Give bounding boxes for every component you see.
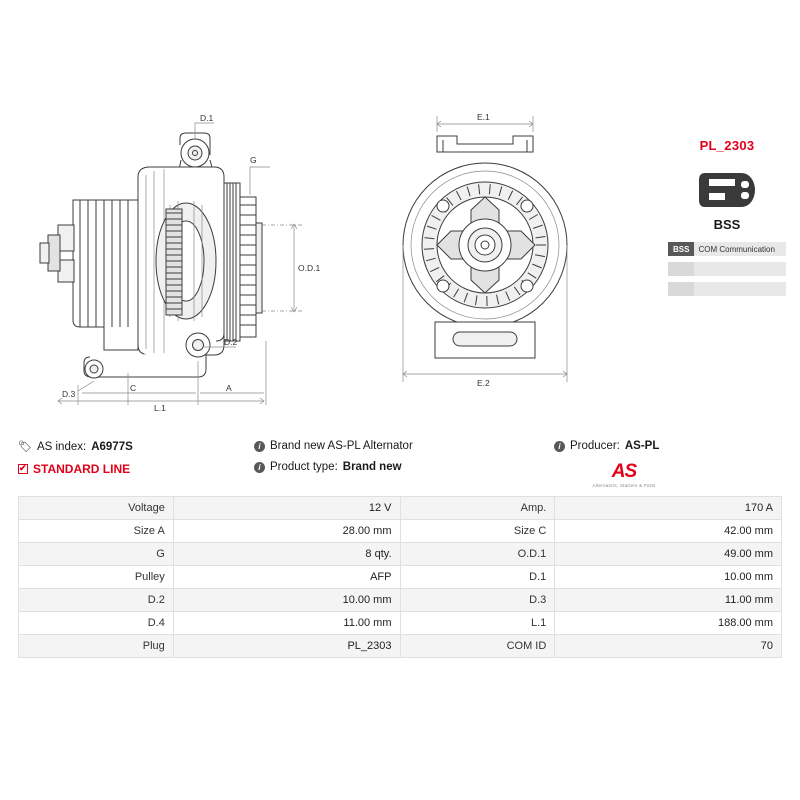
svg-text:D.1: D.1 [200, 113, 214, 123]
standard-line-label: STANDARD LINE [33, 462, 131, 476]
com-key: BSS [668, 242, 694, 256]
spec-value: 28.00 mm [173, 520, 400, 543]
com-key-placeholder [668, 282, 694, 296]
check-icon [18, 464, 28, 474]
product-type-label: Product type: [270, 461, 338, 473]
com-row-placeholder-2 [668, 282, 786, 296]
com-value-placeholder [694, 282, 786, 296]
spec-value: 12 V [173, 497, 400, 520]
spec-key: Pulley [19, 566, 174, 589]
plug-name: BSS [713, 217, 741, 232]
spec-value: 8 qty. [173, 543, 400, 566]
spec-key: D.2 [19, 589, 174, 612]
specifications-table [18, 496, 782, 658]
table-row [19, 566, 782, 589]
spec-key: Size A [19, 520, 174, 543]
aspl-logo-subtitle: Alternators, Starters & Parts [592, 483, 656, 488]
svg-text:A: A [226, 383, 232, 393]
spec-value: 70 [555, 635, 782, 658]
description-line [254, 440, 413, 452]
producer-line [554, 440, 659, 452]
spec-key: Amp. [400, 497, 555, 520]
info-column-left [18, 440, 133, 476]
spec-key: D.4 [19, 612, 174, 635]
as-index-value: A6977S [91, 440, 133, 453]
table-row [19, 635, 782, 658]
table-row [19, 612, 782, 635]
plug-code: PL_2303 [699, 138, 755, 153]
spec-value: 11.00 mm [555, 589, 782, 612]
svg-text:D.2: D.2 [224, 337, 238, 347]
producer-value: AS-PL [624, 440, 660, 452]
com-row-placeholder-1 [668, 262, 786, 276]
plug-icon [697, 167, 757, 213]
tag-icon: 🏷 [18, 441, 32, 453]
table-row [19, 543, 782, 566]
aspl-logo-mark: AS [611, 461, 637, 482]
producer-label: Producer: [570, 440, 620, 452]
product-type-value: Brand new [342, 461, 402, 473]
spec-value: 42.00 mm [555, 520, 782, 543]
com-key-placeholder [668, 262, 694, 276]
as-index-line [18, 440, 133, 453]
info-column-middle [254, 440, 413, 482]
alternator-side-view [18, 105, 348, 415]
com-value-placeholder [694, 262, 786, 276]
table-row [19, 589, 782, 612]
spec-value: AFP [173, 566, 400, 589]
as-index-label: AS index: [36, 440, 87, 453]
spec-key: Plug [19, 635, 174, 658]
svg-text:D.3: D.3 [62, 389, 76, 399]
svg-text:L.1: L.1 [154, 403, 166, 413]
info-icon: i [254, 462, 265, 473]
svg-text:G: G [250, 155, 257, 165]
plug-badge [668, 138, 786, 302]
com-row [668, 242, 786, 256]
spec-key: O.D.1 [400, 543, 555, 566]
svg-text:O.D.1: O.D.1 [298, 263, 321, 273]
table-row [19, 497, 782, 520]
svg-text:E.2: E.2 [477, 378, 490, 388]
spec-key: L.1 [400, 612, 555, 635]
spec-value: 11.00 mm [173, 612, 400, 635]
info-column-right [554, 440, 659, 461]
spec-key: Size C [400, 520, 555, 543]
standard-line-badge [18, 462, 133, 476]
spec-key: D.1 [400, 566, 555, 589]
svg-text:E.1: E.1 [477, 112, 490, 122]
spec-value: 10.00 mm [173, 589, 400, 612]
spec-key: D.3 [400, 589, 555, 612]
description-text: Brand new AS-PL Alternator [270, 440, 413, 452]
spec-value: PL_2303 [173, 635, 400, 658]
spec-key: G [19, 543, 174, 566]
spec-value: 49.00 mm [555, 543, 782, 566]
info-icon: i [554, 441, 565, 452]
spec-key: COM ID [400, 635, 555, 658]
spec-value: 170 A [555, 497, 782, 520]
product-type-line [254, 461, 413, 473]
table-row [19, 520, 782, 543]
spec-value: 188.00 mm [555, 612, 782, 635]
spec-value: 10.00 mm [555, 566, 782, 589]
alternator-front-view [395, 110, 645, 410]
com-value: COM Communication [694, 242, 786, 256]
aspl-logo [588, 462, 660, 488]
product-info [18, 440, 782, 488]
info-icon: i [254, 441, 265, 452]
svg-text:C: C [130, 383, 137, 393]
spec-key: Voltage [19, 497, 174, 520]
